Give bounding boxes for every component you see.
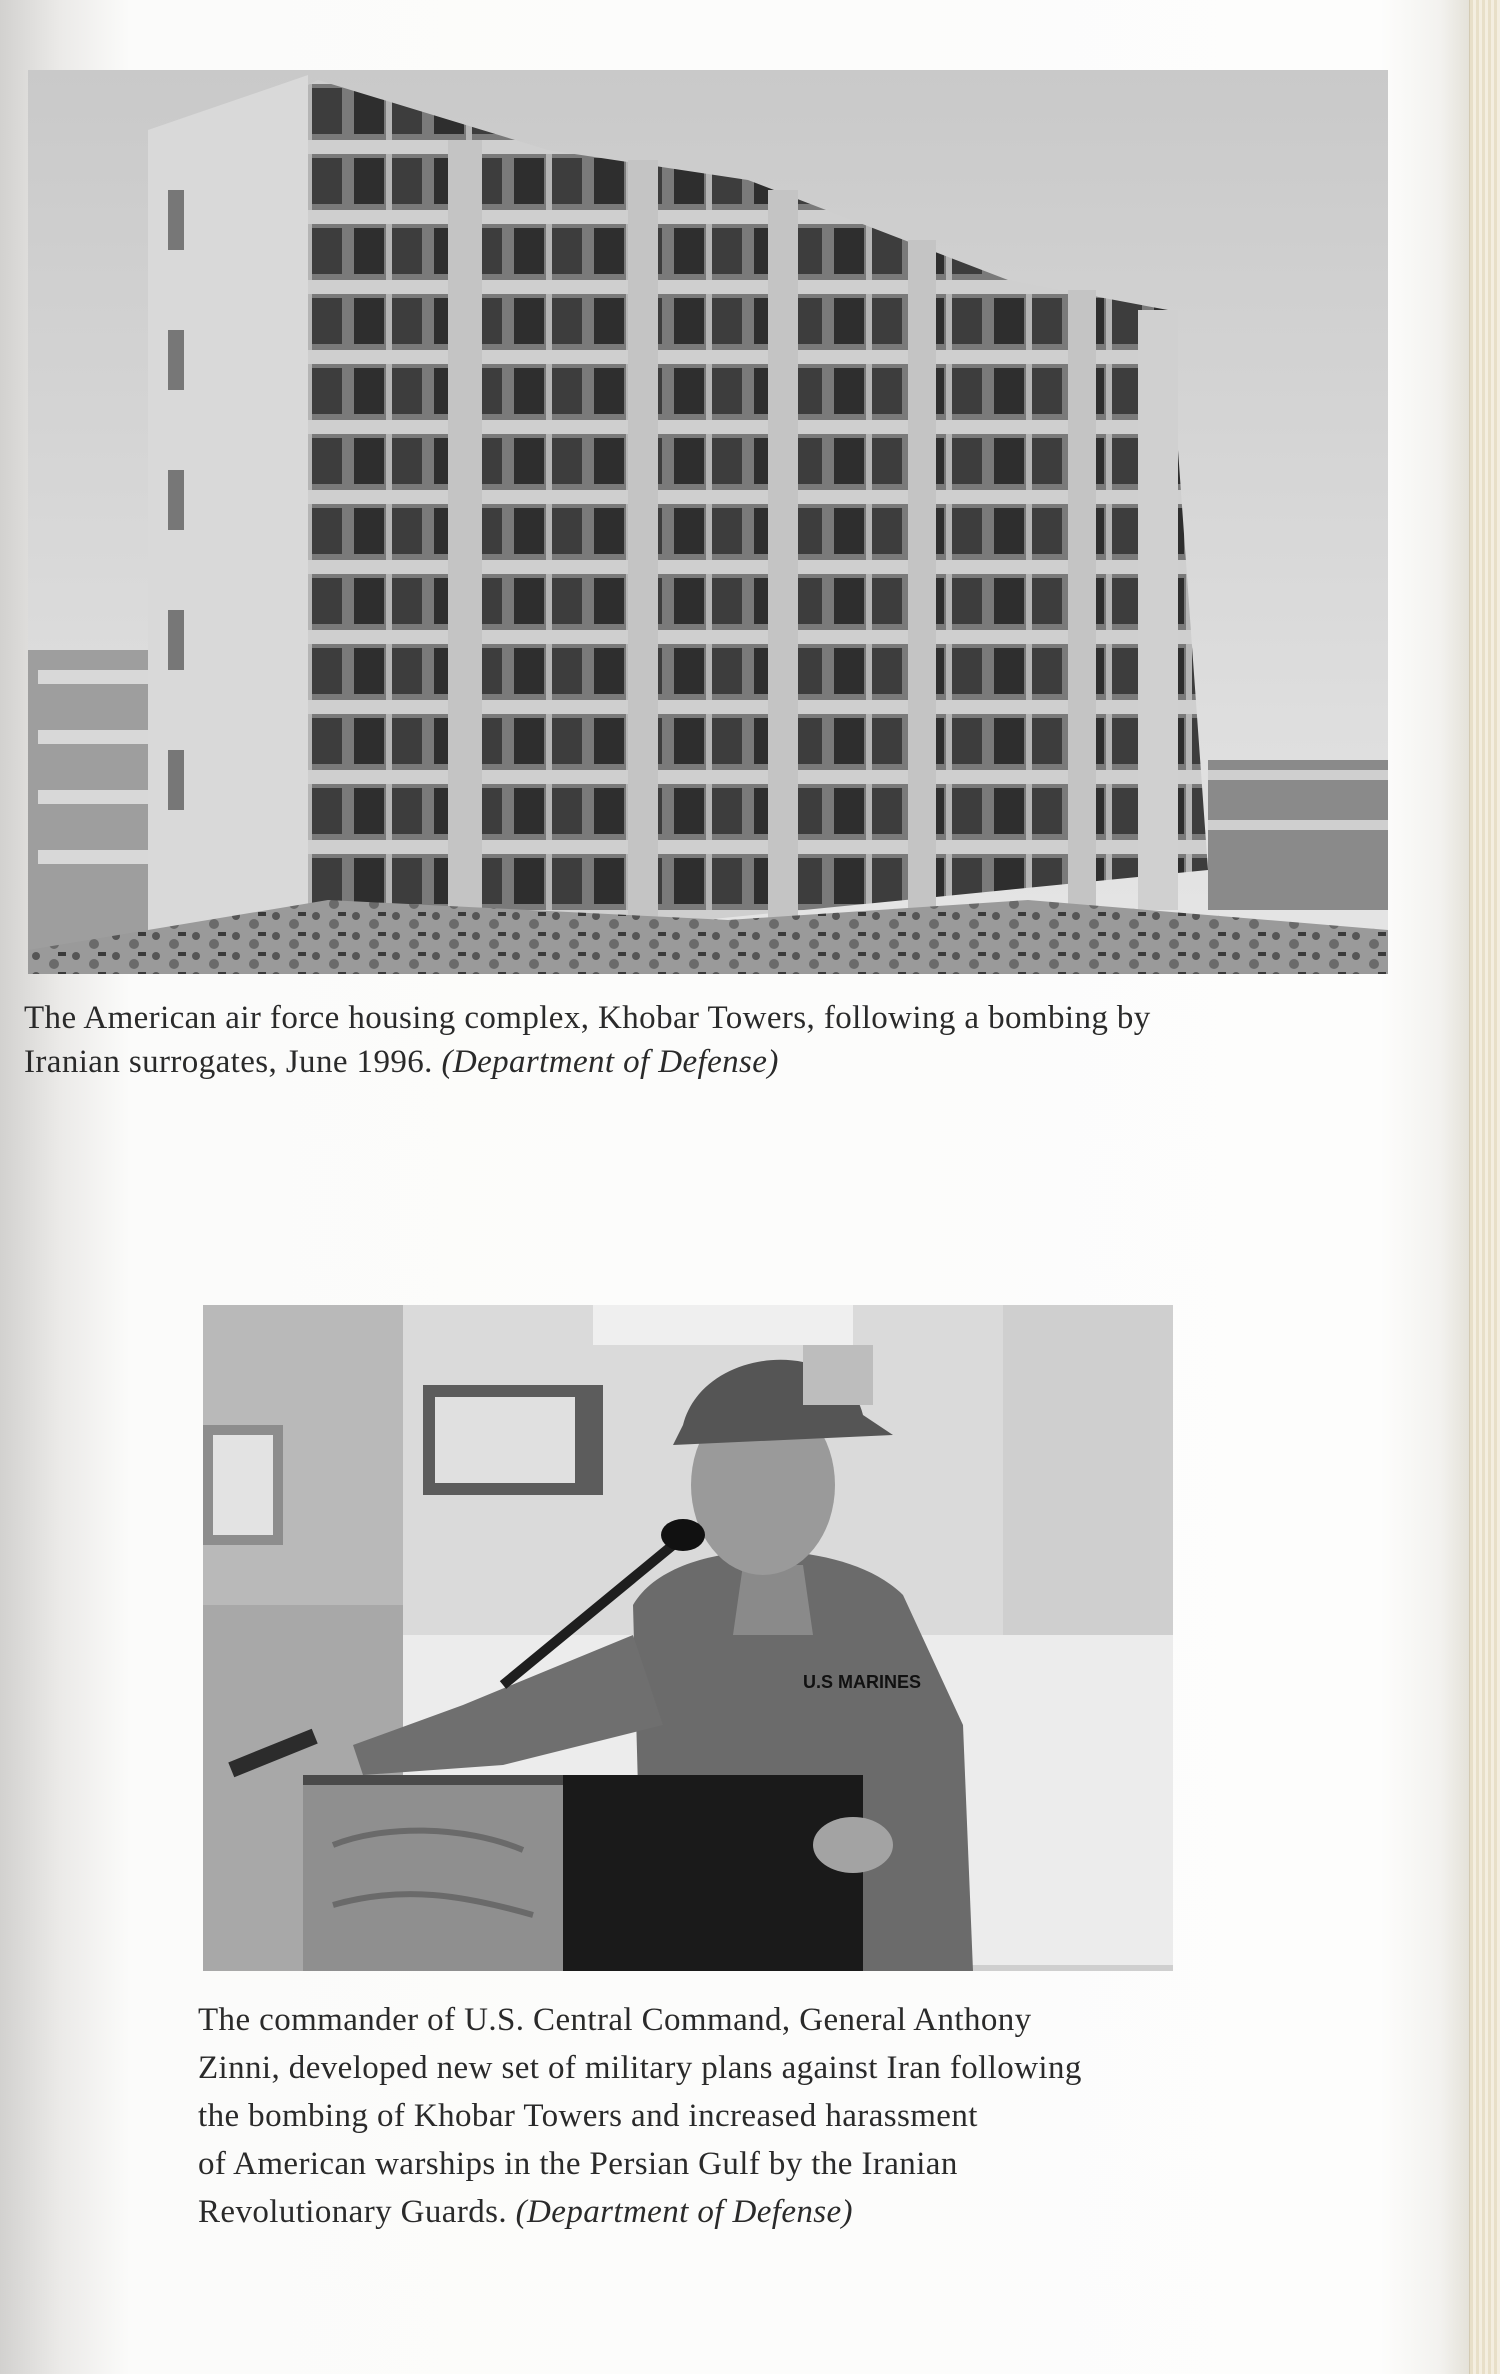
shirt-label: U.S MARINES (803, 1672, 922, 1692)
caption-line: of American warships in the Persian Gulf by the Iranian (198, 2146, 958, 2182)
photo-caption-zinni (198, 1996, 1178, 2236)
caption-line: The commander of U.S. Central Command, General Anthony (198, 2002, 1032, 2038)
caption-line (198, 2188, 1178, 2236)
page-edge (1469, 0, 1500, 2374)
caption-text: Iranian surrogates, June 1996. (24, 1044, 433, 1080)
caption-line (24, 1040, 1324, 1084)
photo-credit: (Department of Defense) (515, 2194, 853, 2230)
photo-caption-khobar (24, 996, 1324, 1084)
caption-text: Revolutionary Guards. (198, 2194, 508, 2230)
general-podium-photo (203, 1305, 1173, 1971)
khobar-towers-photo (28, 70, 1388, 974)
caption-line: Zinni, developed new set of military plans against Iran following (198, 2050, 1082, 2086)
caption-line: the bombing of Khobar Towers and increased harassment (198, 2098, 978, 2134)
photo-credit: (Department of Defense) (441, 1044, 779, 1080)
caption-line: The American air force housing complex, Khobar Towers, following a bombing by (24, 1000, 1151, 1036)
